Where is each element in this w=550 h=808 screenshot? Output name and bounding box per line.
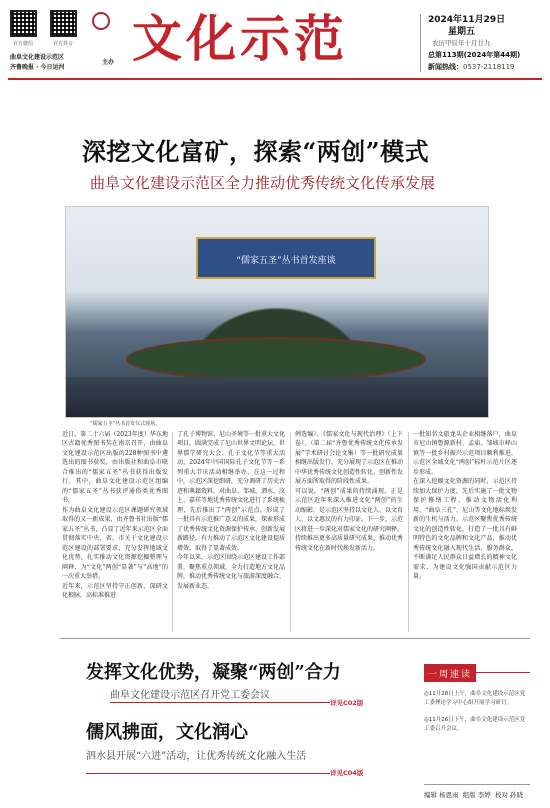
wechat-qr-caption: 官方微信 bbox=[12, 41, 33, 47]
third-subheadline: 泗水县开展“六进”活动，让优秀传统文化融入生活 bbox=[86, 751, 307, 762]
hotline-number: 0537-2118119 bbox=[463, 63, 515, 71]
audience-row bbox=[66, 377, 489, 418]
column-divider bbox=[290, 432, 291, 632]
article-column-1: 近日，第二十六届（2023年度）华东地区古籍优秀图书奖在南京召开，由曲阜文化建设示范区出版的228种图书中遴选出的图书获奖，由出版社和曲阜市联合推出的“儒家五圣”丛书获得出版发行。其中，曲阜文化建设示范区组编的“儒家五圣”丛书获评通俗类优秀图书。 作为曲阜文化建设示范区课题研究领域取得的又一新成果，由齐鲁书社出版“儒家五圣”丛书，凸显了近年来示范区全面贯彻落实中央、省、市关于文化建设示范区建设的部署要求，充分发挥地域文化优势，扎实推动文化资源挖掘整理与阐释，为“文化”两创“显著”与“高地”的一次重大举措。 近年来，示范区坚持守正创新，深研文化根脉，高标准推进 bbox=[62, 431, 168, 599]
article-column-2: 了孔子博物馆、尼山圣境等一批重大文化项目，圆满完成了尼山世界文明论坛、世界儒学研究大会、孔子文化节等重大活动，2024年中国国际孔子文化节等一系列重大节庆活动相继举办，在这一过程中，示范区深挖细研，充分调研了历史古迹和典籍资料，对曲阜、邹城、泗水、汶上、嘉祥等地优秀传统文化进行了系统梳理，先后推出了“两创”示范点，形成了一批具有示范推广意义的成果，探索形成了优秀传统文化资源保护传承、创新发展新路径，有力推动了示范区文化建设提质增效，取得了显著成效。 今年以来，示范区围绕示范区建设工作部署，聚焦重点领域，全力打造地方文化品牌，推动优秀传统文化与旅游深度融合，发展新业态。 bbox=[177, 431, 285, 590]
lead-headline: 深挖文化富矿，探索“两创”模式 bbox=[82, 137, 430, 166]
masthead-rule bbox=[8, 78, 542, 80]
digest-item: ◎11月28日上午，曲阜文化建设示范区党工委理论学习中心组开展学习研讨。 bbox=[424, 691, 526, 706]
column-divider bbox=[172, 432, 173, 632]
footer-credits bbox=[424, 790, 523, 799]
second-headline: 发挥文化优势，凝聚“两创”合力 bbox=[86, 662, 341, 683]
weekly-digest-banner bbox=[424, 664, 476, 682]
article-column-4: 一批知名文旅龙头企业相继落户，曲阜市尼山镇鲁源新村、孟庙、邹城市峄山镇等一批乡村振兴示范项目顺利推进，示范区全域文化“两创”标杆示范片区逐步形成。 在深入挖掘文化资源的同时，示范区持续加大保护力度，先后实施了一批文物保护修缮工程，推动文物活化利用，“曲阜三孔”、尼山等文化地标焕发新的生机与活力。示范区聚焦优秀传统文化的创造性转化，打造了一批具有鲜明特色的文化品牌和文化产品，推动优秀传统文化融入现代生活、服务群众，不断满足人民群众日益增长的精神文化需求，为建设文化强国贡献示范区力量。 bbox=[413, 431, 517, 581]
org-line-1: 曲阜文化建设示范区 bbox=[10, 54, 65, 61]
weekly-digest-rule bbox=[476, 672, 530, 673]
douyin-qr-code bbox=[50, 10, 77, 37]
org-line-2: 齐鲁晚报 · 今日运河 bbox=[10, 64, 65, 71]
weekday: 星期五 bbox=[448, 27, 476, 37]
weekly-digest-title: 一周速读 bbox=[427, 670, 472, 680]
lunar-date: 农历甲辰年十月廿九 bbox=[432, 39, 491, 47]
second-subheadline: 曲阜文化建设示范区召开党工委会议 bbox=[110, 690, 270, 701]
newspaper-logo-icon bbox=[92, 12, 110, 30]
banner-screen bbox=[196, 237, 376, 279]
org-host-label: 主办 bbox=[102, 59, 115, 66]
footer-rule bbox=[424, 784, 530, 785]
meeting-photo bbox=[65, 206, 489, 418]
column-divider bbox=[408, 432, 409, 632]
issue-date: 2024年11月29日 bbox=[428, 15, 506, 25]
third-headline: 儒风拂面，文化润心 bbox=[86, 722, 248, 743]
proof-credit: 校对 孙晓 bbox=[494, 791, 524, 799]
third-ref-rule bbox=[86, 773, 330, 774]
banner-text: “儒家五圣”丛书首发座谈 bbox=[236, 256, 336, 266]
third-page-ref: 详见C04版 bbox=[330, 769, 364, 777]
second-ref-rule bbox=[110, 702, 330, 703]
wechat-qr-code bbox=[10, 10, 37, 37]
editor-credit: 编辑 杨恩雨 bbox=[424, 791, 459, 799]
meeting-table bbox=[126, 337, 426, 381]
issue-number: 总第113期(2024年第44期) bbox=[428, 51, 521, 59]
second-page-ref: 详见C02版 bbox=[330, 699, 364, 707]
section-rule bbox=[60, 638, 530, 639]
lead-subheadline: 曲阜文化建设示范区全力推动优秀传统文化传承发展 bbox=[90, 174, 436, 192]
digest-item: ◎11月26日下午，曲阜文化建设示范区党工委召开会议。 bbox=[424, 717, 526, 732]
photo-caption: “儒家五圣”丛书首发仪式现场。 bbox=[90, 421, 161, 427]
news-hotline bbox=[428, 62, 515, 72]
hotline-label: 新闻热线： bbox=[428, 63, 463, 71]
design-credit: 组版 李婷 bbox=[462, 791, 491, 799]
article-column-3: 例选编》、《儒家文化与现代治理》（上下卷）、（第二届“齐鲁优秀传统文化传承发展”学术研讨会论文集）等一批研究成果相继出版发行，充分展现了示范区在推动中华优秀传统文化创造性转化、创新性发展方面所取得的阶段性成果。 可以说，“两创”成果的持续涌现，正是示范区近年来深入推进文化“两创”的生动缩影，是示范区坚持以文化人、以文育人、以文惠民的有力印证。下一步，示范区将进一步深化对儒家文化的研究阐释，持续推出更多高质量研究成果，推动优秀传统文化在新时代焕发新活力。 bbox=[295, 431, 403, 552]
masthead-divider bbox=[420, 14, 421, 72]
masthead-title: 文化示范 bbox=[132, 9, 348, 68]
douyin-qr-caption: 官方抖音 bbox=[52, 41, 73, 47]
